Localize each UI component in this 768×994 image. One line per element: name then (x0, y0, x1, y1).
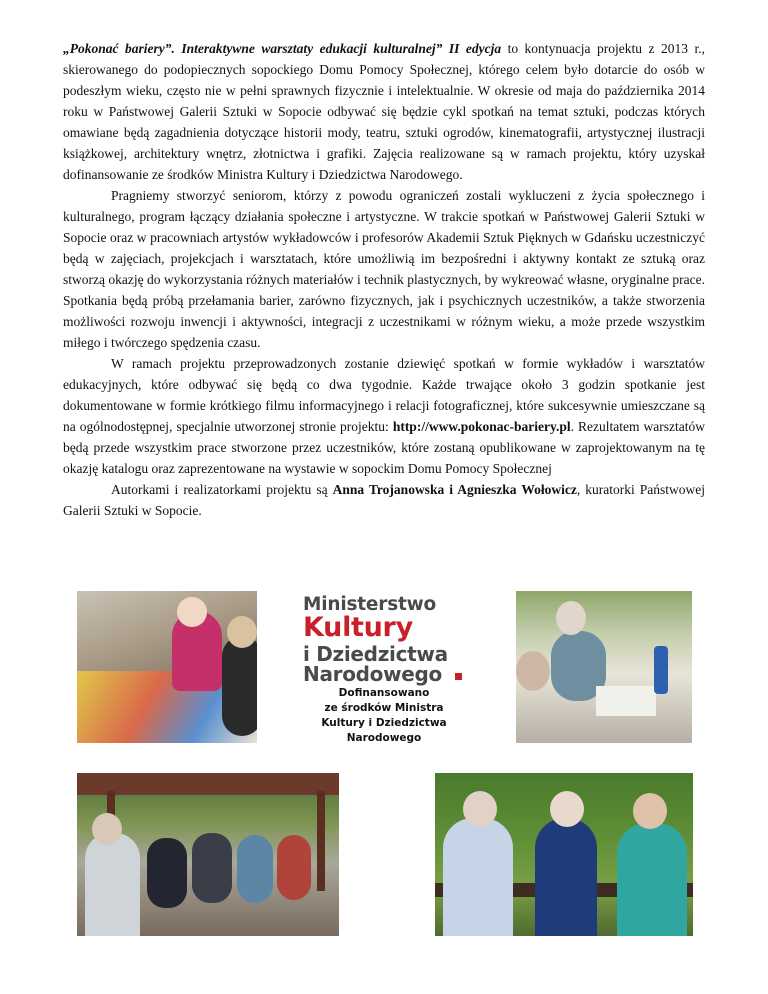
author-names: Anna Trojanowska i Agnieszka Wołowicz (332, 482, 577, 497)
logo-red-dot (455, 673, 462, 680)
paragraph-program (63, 353, 705, 479)
paragraph-intro (63, 38, 705, 185)
logo-line-dziedzictwa: i Dziedzictwa (303, 642, 448, 666)
water-bottle (654, 646, 668, 694)
authors-text-end: , kuratorki Państwowej Galerii Sztuki w Sopocie. (63, 482, 706, 518)
workshop-drawing-photo (516, 591, 692, 743)
senior-head (550, 791, 584, 827)
project-url[interactable]: http://www.pokonac-bariery.pl (392, 419, 571, 434)
logo-line-ministerstwo: Ministerstwo (303, 594, 437, 615)
participant-head (92, 813, 122, 845)
senior-figure (535, 818, 597, 936)
logo-line-kultury: Kultury (303, 612, 413, 643)
garden-pavilion-photo (77, 773, 339, 936)
article-text (63, 38, 705, 521)
seniors-bench-photo (435, 773, 693, 936)
participant-figure (147, 838, 187, 908)
authors-text: Autorkami i realizatorkami projektu są (111, 482, 333, 497)
ministry-logo (301, 592, 467, 742)
caption-line-1: Dofinansowano (338, 687, 430, 699)
caption-line-4: Narodowego (346, 732, 422, 744)
senior-figure (617, 823, 687, 936)
participant-figure (277, 835, 311, 900)
participant-figure (222, 636, 257, 736)
paragraph-goals: Pragniemy stworzyć seniorom, którzy z powodu ograniczeń zostali wykluczeni z życia społecznego i kulturalnego, program łączący działania społeczne i artystyczne. W trakcie spotkań w Państwowej Galerii Sztuki w Sopocie oraz w pracowniach artystów wykładowców i profesorów Akademii Sztuk Pięknych w Gdańsku uczestniczyć będą w zajęciach, projekcjach i warsztatach, które umożliwią im bezpośredni i aktywny kontakt ze sztuką oraz stworzą okazję do wykorzystania różnych materiałów i technik plastycznych, by wykreować własne, oryginalne prace. Spotkania będą próbą przełamania barier, zarówno fizycznych, jak i psychicznych uczestników, a także stworzenia możliwości rozwoju inwencji i aktywności, integracji z uczestnikami w różnym wieku, a może przede wszystkim miłego i twórczego spędzenia czasu. (63, 188, 705, 350)
senior-head (633, 793, 667, 829)
senior-head (463, 791, 497, 827)
participant-head (556, 601, 586, 635)
senior-figure (443, 818, 513, 936)
program-text-end: . Rezultatem warsztatów będą przede wszystkim prace stworzone przez uczestników, które zostaną opublikowane w zaprojektowanym na tę okazję katalogu oraz zaprezentowane na wystawie w sopockim Domu Pomocy Społecznej (63, 419, 706, 476)
caption-line-2: ze środków Ministra (324, 702, 444, 714)
painter-head (177, 597, 207, 627)
logo-line-narodowego: Narodowego (303, 662, 442, 686)
pavilion-post (317, 791, 325, 891)
paper-sheet (596, 686, 656, 716)
pavilion-roof (77, 773, 339, 795)
participant-figure-foreground (85, 833, 140, 936)
participant-head (227, 616, 257, 648)
paragraph-authors (63, 479, 705, 521)
program-text: W ramach projektu przeprowadzonych zostanie dziewięć spotkań w formie wykładów i warsztatów edukacyjnych, które odbywać się będą co dwa tygodnie. Każde trwające około 3 godzin spotkanie jest dokumentowane w formie krótkiego filmu informacyjnego i relacji fotograficznej, które sukcesywnie umieszczane są na ogólnodostępnej, specjalnie utworzonej stronie projektu: (63, 356, 705, 434)
participant-figure (192, 833, 232, 903)
funding-caption (301, 686, 467, 746)
project-title: „Pokonać bariery”. Interaktywne warsztaty edukacji kulturalnej” II edycja (63, 41, 502, 56)
participant-head-foreground (516, 651, 550, 691)
workshop-painting-photo (77, 591, 257, 743)
intro-text: to kontynuacja projektu z 2013 r., skierowanego do podopiecznych sopockiego Domu Pomocy Społecznej, którego celem było dotarcie do osób w podeszłym wieku, często nie w pełni sprawnych fizycznie i intelektualnie. W okresie od maja do października 2014 roku w Państwowej Galerii Sztuki w Sopocie odbywać się będzie cykl spotkań na temat sztuki, podczas których omawiane będą zagadnienia dotyczące historii mody, teatru, sztuki ogrodów, kinematografii, artystycznej ilustracji książkowej, architektury wnętrz, złotnictwa i grafiki. Zajęcia realizowane są w ramach projektu, który uzyskał dofinansowanie ze środków Ministra Kultury i Dziedzictwa Narodowego. (63, 41, 705, 182)
caption-line-3: Kultury i Dziedzictwa (321, 717, 447, 729)
participant-figure (237, 835, 273, 903)
